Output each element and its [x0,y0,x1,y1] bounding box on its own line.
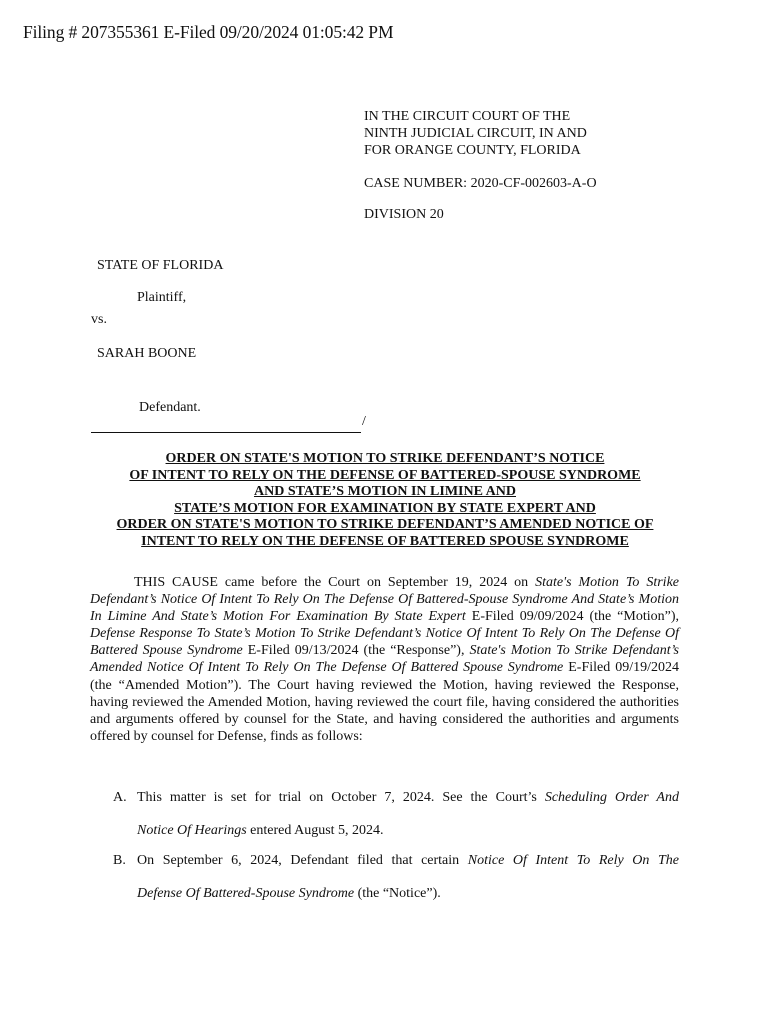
title-line: OF INTENT TO RELY ON THE DEFENSE OF BATTERED-SPOUSE SYNDROME [129,467,641,483]
court-line: IN THE CIRCUIT COURT OF THE [364,109,571,124]
title-line: INTENT TO RELY ON THE DEFENSE OF BATTERED SPOUSE SYNDROME [141,533,629,549]
amended-motion-title: State's Motion To Strike Defendant’s Amended Notice Of Intent To Rely On The Defense Of Battered Spouse Syndrome [90,643,679,676]
finding-label: B. [113,853,126,868]
title-line: ORDER ON STATE'S MOTION TO STRIKE DEFENDANT’S NOTICE [165,451,605,466]
title-line: STATE’S MOTION FOR EXAMINATION BY STATE EXPERT AND [174,500,596,516]
finding-text: entered August 5, 2024. [246,823,384,838]
finding-text: On September 6, 2024, Defendant filed that certain [137,853,468,868]
title-line: ORDER ON STATE'S MOTION TO STRIKE DEFENDANT’S AMENDED NOTICE OF [116,517,654,533]
finding-line [137,790,679,806]
filing-stamp: Filing # 207355361 E-Filed 09/20/2024 01:05:42 PM [23,22,394,42]
motion-title: State's Motion To Strike Defendant’s Notice Of Intent To Rely On The Defense Of Battered-Spouse Syndrome And State’s Motion In Limine And State’s Motion For Examination By State Expert [90,575,679,625]
finding-line [137,886,441,902]
finding-text: (the “Notice”). [354,886,441,901]
finding-line [137,853,679,869]
finding-text: This matter is set for trial on October 7, 2024. See the Court’s [137,790,545,805]
paragraph-text: E-Filed 09/19/2024 (the “Amended Motion”). The Court having reviewed the Motion, having reviewed the Response, having reviewed the Amended Motion, having reviewed the court file, having considered the authorities and arguments offered by counsel for the State, and having considered the authorities and arguments offered by counsel for Defense, finds as follows: [90,660,679,744]
response-title: Defense Response To State’s Motion To Strike Defendant’s Notice Of Intent To Rely On The Defense Of Battered Spouse Syndrome [90,626,679,659]
court-line: NINTH JUDICIAL CIRCUIT, IN AND [364,126,587,141]
paragraph-text: THIS CAUSE came before the Court on September 19, 2024 on [134,575,536,590]
paragraph-text: E-Filed 09/09/2024 (the “Motion”), [465,609,679,625]
body-paragraph [90,574,679,745]
paragraph-text: E-Filed 09/13/2024 (the “Response”), [242,643,470,659]
defendant-role: Defendant. [139,400,201,415]
order-title [60,451,710,551]
finding-label: A. [113,790,127,805]
finding-italic: Notice Of Hearings [137,823,247,838]
title-line: AND STATE’S MOTION IN LIMINE AND [253,484,516,500]
finding-italic: Notice Of Intent To Rely On The [467,853,680,868]
finding-line [137,823,384,839]
plaintiff-name: STATE OF FLORIDA [97,258,224,273]
plaintiff-role: Plaintiff, [137,290,187,305]
versus: vs. [91,312,107,327]
finding-italic: Defense Of Battered-Spouse Syndrome [137,886,355,901]
caption-slash: / [362,414,366,429]
caption-rule [91,432,361,433]
court-line: FOR ORANGE COUNTY, FLORIDA [364,143,581,158]
case-number: CASE NUMBER: 2020-CF-002603-A-O [364,176,597,191]
defendant-name: SARAH BOONE [97,346,197,361]
division: DIVISION 20 [364,207,444,222]
finding-italic: Scheduling Order And [544,790,679,805]
court-heading [364,108,587,159]
